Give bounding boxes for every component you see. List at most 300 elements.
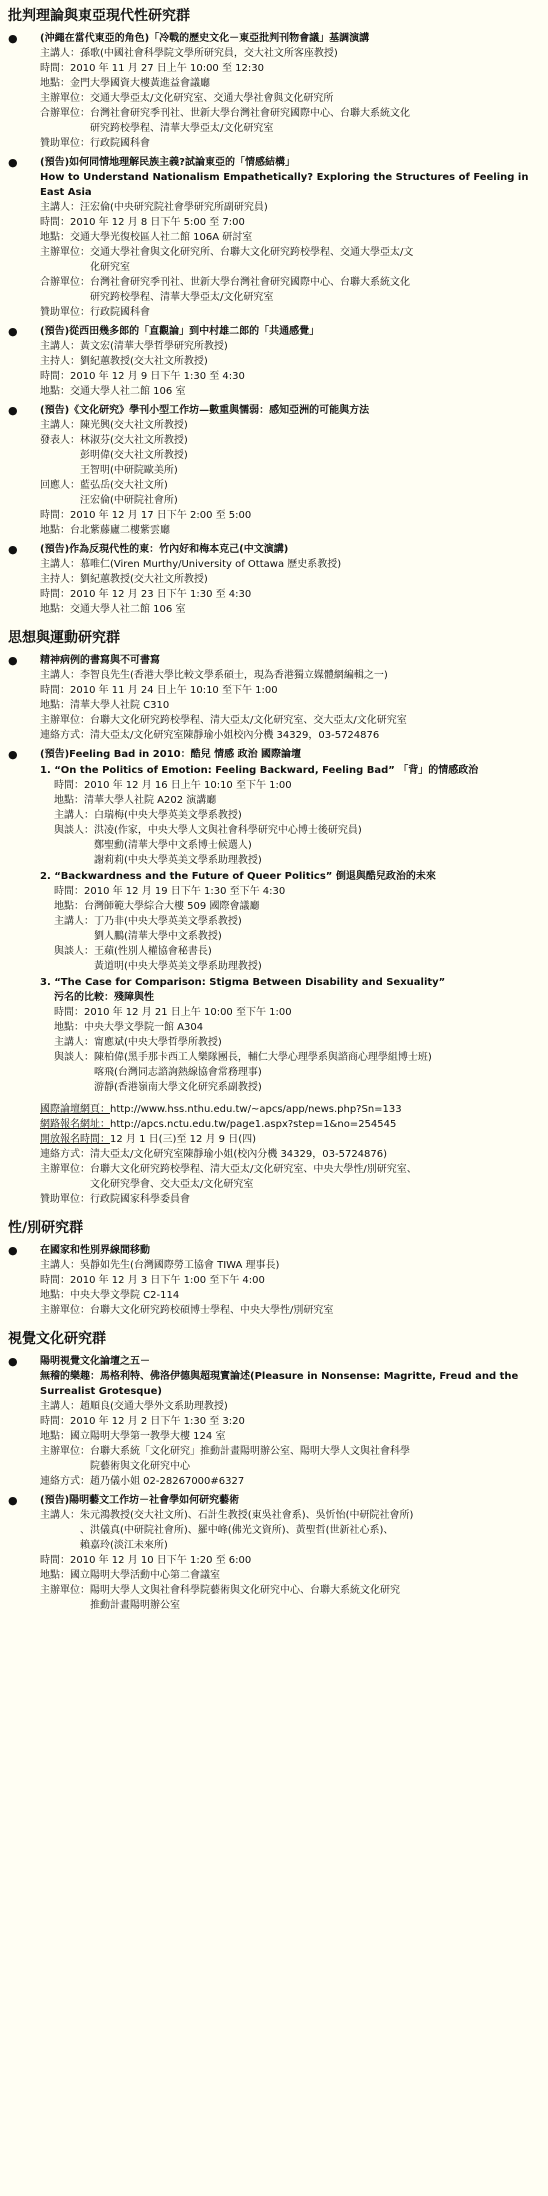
section-title: 思想與運動研究群 — [8, 630, 120, 646]
detail-value-line: 汪宏倫(中研院社會所) — [80, 495, 178, 506]
detail-value — [94, 944, 542, 974]
detail-value — [70, 61, 542, 76]
detail-row — [40, 1273, 542, 1288]
detail-value — [70, 1568, 542, 1583]
detail-value-line: 推動計畫陽明辦公室 — [90, 1600, 180, 1611]
detail-row — [40, 1553, 542, 1568]
detail-value-line: 交通大學社會與文化研究所、台聯大文化研究跨校學程、交通大學亞太/文 — [90, 247, 414, 258]
detail-label: 贊助單位： — [40, 138, 90, 149]
detail-row — [40, 433, 542, 478]
detail-value — [70, 683, 542, 698]
detail-value-line: 汪宏倫(中央研究院社會學研究所副研究員) — [80, 202, 268, 213]
detail-row — [40, 354, 542, 369]
detail-value-line: 2010 年 12 月 23 日下午 1:30 至 4:30 — [70, 589, 252, 600]
detail-label: 與談人： — [54, 825, 94, 836]
detail-value — [90, 305, 542, 320]
event-title-text: (預告)作為反現代性的東：竹內好和梅本克己(中文演講) — [40, 544, 289, 555]
detail-value-line: 賴嘉玲(淡江未來所) — [80, 1540, 168, 1551]
bullet-icon: ● — [8, 325, 18, 338]
detail-value — [90, 1583, 542, 1613]
detail-row — [40, 1583, 542, 1613]
detail-value-line: 白瑞梅(中央大學英美文學系教授) — [94, 810, 242, 821]
detail-value-line: 朱元鴻教授(交大社文所)、石計生教授(東吳社會系)、吳忻怡(中研院社會所) — [80, 1510, 414, 1521]
detail-value-line: 台灣師範大學綜合大樓 509 國際會議廳 — [84, 901, 260, 912]
detail-label: 主辦單位： — [40, 1164, 90, 1175]
detail-value-line: 台聯大文化研究跨校學程、清大亞太/文化研究室、交大亞太/文化研究室 — [90, 715, 407, 726]
detail-row — [40, 46, 542, 61]
info-row — [40, 1102, 542, 1117]
detail-value-line: 交通大學人社二館 106 室 — [70, 386, 186, 397]
event-item — [6, 747, 542, 1207]
detail-value-line: 金門大學國資大樓黃進益會議廳 — [70, 78, 210, 89]
event-title-text: 在國家和性別界線間移動 — [40, 1245, 150, 1256]
detail-value-line: 孫歌(中國社會科學院文學所研究員，交大社文所客座教授) — [80, 48, 338, 59]
event-item — [6, 324, 542, 399]
detail-value-line: 研究跨校學程、清華大學亞太/文化研究室 — [90, 123, 274, 134]
detail-row — [40, 275, 542, 305]
detail-row — [40, 418, 542, 433]
url-link[interactable]: http://www.hss.nthu.edu.tw/~apcs/app/news.php?Sn=133 — [110, 1104, 402, 1115]
detail-label: 國際論壇網頁： — [40, 1104, 110, 1115]
detail-row — [40, 523, 542, 538]
section-title: 批判理論與東亞現代性研究群 — [8, 8, 190, 24]
detail-row — [40, 230, 542, 245]
detail-value — [94, 914, 542, 944]
bullet-icon: ● — [8, 748, 18, 761]
detail-value — [90, 245, 542, 275]
detail-label: 主講人： — [54, 1037, 94, 1048]
forum-session — [40, 975, 542, 1095]
detail-value — [80, 1399, 542, 1414]
detail-value-line: 丁乃非(中央大學英美文學系教授) — [94, 916, 242, 927]
detail-row — [40, 1444, 542, 1474]
detail-label: 時間： — [40, 510, 70, 521]
detail-label: 時間： — [40, 685, 70, 696]
detail-value — [90, 275, 542, 305]
detail-value-line: 陳柏偉(黑手那卡西工人樂隊團長，輔仁大學心理學系與諮商心理學組博士班) — [94, 1052, 432, 1063]
detail-value-line: 中央大學文學院一館 A304 — [84, 1022, 204, 1033]
bullet-icon: ● — [8, 543, 18, 556]
detail-label: 主講人： — [40, 559, 80, 570]
detail-row — [40, 339, 542, 354]
detail-value — [90, 1474, 542, 1489]
bullet-icon: ● — [8, 156, 18, 169]
detail-value — [80, 557, 542, 572]
session-details — [40, 1005, 542, 1095]
detail-value — [84, 899, 542, 914]
detail-value — [94, 1050, 542, 1095]
detail-label: 時間： — [40, 1555, 70, 1566]
detail-value — [80, 1258, 542, 1273]
detail-label: 主講人： — [40, 1260, 80, 1271]
detail-value — [94, 808, 542, 823]
detail-value-line: 彭明偉(交大社文所教授) — [80, 450, 188, 461]
detail-value — [70, 1288, 542, 1303]
detail-value-line: 王智明(中研院歐美所) — [80, 465, 178, 476]
detail-label: 主辦單位： — [40, 715, 90, 726]
detail-value-line: 2010 年 12 月 9 日下午 1:30 至 4:30 — [70, 371, 245, 382]
detail-value — [70, 1414, 542, 1429]
detail-value-line: 藍弘岳(交大社文所) — [80, 480, 168, 491]
info-row — [40, 1117, 542, 1132]
detail-value — [90, 1303, 542, 1318]
detail-label: 地點： — [40, 700, 70, 711]
event-title-text: (預告)如何同情地理解民族主義?試論東亞的「情感結構」 — [40, 157, 295, 168]
detail-value-line: 行政院國科會 — [90, 138, 150, 149]
detail-row — [40, 1399, 542, 1414]
event-item — [6, 653, 542, 743]
detail-value-line: 台灣社會研究季刊社、世新大學台灣社會研究國際中心、台聯大系統文化 — [90, 108, 410, 119]
detail-value-line: 吳靜如先生(台灣國際勞工協會 TIWA 理事長) — [80, 1260, 280, 1271]
detail-value-line: 黃道明(中央大學英美文學系助理教授) — [94, 961, 262, 972]
detail-row — [40, 384, 542, 399]
detail-row — [40, 1303, 542, 1318]
detail-label: 時間： — [40, 63, 70, 74]
research-group-section — [6, 7, 542, 617]
detail-label: 時間： — [40, 371, 70, 382]
detail-row — [40, 91, 542, 106]
detail-row — [40, 508, 542, 523]
detail-row — [40, 698, 542, 713]
detail-label: 贊助單位： — [40, 1194, 90, 1205]
section-title: 性/別研究群 — [8, 1220, 84, 1236]
detail-value-line: 清大亞太/文化研究室陳靜瑜小姐校內分機 34329，03-5724876 — [90, 730, 380, 741]
detail-value — [70, 76, 542, 91]
detail-value-line: 清華大學人社院 C310 — [70, 700, 170, 711]
detail-value-line: 清華大學人社院 A202 演講廳 — [84, 795, 217, 806]
event-title — [40, 1243, 542, 1258]
detail-value — [84, 884, 542, 899]
detail-value — [80, 418, 542, 433]
detail-row — [54, 1005, 542, 1020]
info-row — [40, 1192, 542, 1207]
detail-label: 主辦單位： — [40, 93, 90, 104]
detail-value — [70, 1553, 542, 1568]
event-title-text: (預告)陽明藝文工作坊－社會學如何研究藝術 — [40, 1495, 240, 1506]
detail-value-line: 台灣社會研究季刊社、世新大學台灣社會研究國際中心、台聯大系統文化 — [90, 277, 410, 288]
detail-row — [40, 1508, 542, 1553]
detail-label: 開放報名時間： — [40, 1134, 110, 1145]
detail-label: 時間： — [40, 217, 70, 228]
detail-row — [40, 61, 542, 76]
detail-value — [80, 354, 542, 369]
detail-value-line: 2010 年 11 月 27 日上午 10:00 至 12:30 — [70, 63, 264, 74]
detail-value-line: 劉人鵬(清華大學中文系教授) — [94, 931, 222, 942]
detail-label: 主辦單位： — [40, 1585, 90, 1596]
detail-label: 主辦單位： — [40, 1305, 90, 1316]
detail-value-line: 國立陽明大學第一教學大樓 124 室 — [70, 1431, 226, 1442]
detail-label: 網路報名網址： — [40, 1119, 110, 1130]
detail-value — [94, 1035, 542, 1050]
detail-value — [90, 136, 542, 151]
detail-value-line: 台北紫藤廬二樓紫雲廳 — [70, 525, 170, 536]
detail-label: 主持人： — [40, 574, 80, 585]
session-title: 1. “On the Politics of Emotion: Feeling Backward, Feeling Bad” 「背」的情感政治 — [40, 765, 479, 776]
detail-value — [80, 200, 542, 215]
event-item — [6, 403, 542, 538]
research-group-section — [6, 629, 542, 1207]
detail-label: 地點： — [54, 1022, 84, 1033]
detail-row — [40, 200, 542, 215]
event-title-text: 陽明視覺文化論壇之五－ — [40, 1356, 150, 1367]
detail-label: 地點： — [40, 78, 70, 89]
detail-row — [40, 478, 542, 508]
detail-row — [54, 823, 542, 868]
detail-label: 地點： — [40, 604, 70, 615]
detail-row — [40, 1288, 542, 1303]
detail-value-line: 趙乃儀小姐 02-28267000#6327 — [90, 1476, 245, 1487]
forum-session — [40, 869, 542, 974]
detail-row — [40, 1414, 542, 1429]
detail-label: 地點： — [40, 1570, 70, 1581]
detail-row — [40, 1429, 542, 1444]
detail-label: 時間： — [54, 886, 84, 897]
detail-value-line: 2010 年 12 月 2 日下午 1:30 至 3:20 — [70, 1416, 245, 1427]
detail-label: 連絡方式： — [40, 1476, 90, 1487]
detail-value-line: 2010 年 12 月 17 日下午 2:00 至 5:00 — [70, 510, 252, 521]
detail-label: 時間： — [54, 1007, 84, 1018]
detail-value — [70, 1273, 542, 1288]
detail-row — [40, 1258, 542, 1273]
detail-value-line: 趙順良(交通大學外文系助理教授) — [80, 1401, 228, 1412]
event-title-text: (預告)Feeling Bad in 2010：酷兒 情感 政治 國際論壇 — [40, 749, 302, 760]
detail-value-line: 慕唯仁(Viren Murthy/University of Ottawa 歷史系教授) — [80, 559, 342, 570]
event-title-english: How to Understand Nationalism Empathetically? Exploring the Structures of Feeling in East Asia — [40, 172, 529, 198]
detail-label: 主講人： — [54, 810, 94, 821]
detail-value-line: 王蘋(性別人權協會秘書長) — [94, 946, 212, 957]
detail-row — [54, 793, 542, 808]
event-title-text: (預告)《文化研究》學刊小型工作坊—數重與懦弱：感知亞洲的可能與方法 — [40, 405, 370, 416]
detail-label: 發表人： — [40, 435, 80, 446]
event-title — [40, 653, 542, 668]
detail-value-line: 台聯大系統「文化研究」推動計畫陽明辦公室、陽明大學人文與社會科學 — [90, 1446, 410, 1457]
detail-value-line: 台聯大文化研究跨校碩博士學程、中央大學性/別研究室 — [90, 1305, 334, 1316]
detail-value — [84, 778, 542, 793]
detail-label: 主講人： — [40, 420, 80, 431]
detail-value — [80, 46, 542, 61]
detail-row — [54, 778, 542, 793]
detail-value — [90, 713, 542, 728]
detail-value — [90, 728, 542, 743]
event-title — [40, 542, 542, 557]
bullet-icon: ● — [8, 1494, 18, 1507]
event-title — [40, 324, 542, 339]
info-row — [40, 1162, 542, 1192]
detail-row — [54, 914, 542, 944]
session-title: 2. “Backwardness and the Future of Queer Politics” 倒退與酷兒政治的未來 — [40, 871, 436, 882]
detail-label: 回應人： — [40, 480, 80, 491]
detail-value-line: 研究跨校學程、清華大學亞太/文化研究室 — [90, 292, 274, 303]
detail-label: 主講人： — [40, 1510, 80, 1521]
event-title — [40, 31, 542, 46]
detail-value — [70, 523, 542, 538]
detail-label: 與談人： — [54, 946, 94, 957]
detail-label: 時間： — [54, 780, 84, 791]
detail-label: 連絡方式： — [40, 1149, 90, 1160]
detail-label: 時間： — [40, 589, 70, 600]
detail-label: 時間： — [40, 1416, 70, 1427]
event-item — [6, 1493, 542, 1613]
detail-value — [70, 587, 542, 602]
detail-label: 主辦單位： — [40, 247, 90, 258]
detail-value — [110, 1132, 542, 1147]
detail-label: 合辦單位： — [40, 277, 90, 288]
detail-row — [54, 1020, 542, 1035]
bullet-icon: ● — [8, 1355, 18, 1368]
detail-row — [40, 305, 542, 320]
detail-value-line: 交通大學人社二館 106 室 — [70, 604, 186, 615]
event-item — [6, 542, 542, 617]
detail-value-line: 台聯大文化研究跨校學程、清大亞太/文化研究室、中央大學性/別研究室、 — [90, 1164, 417, 1175]
research-group-section — [6, 1219, 542, 1318]
detail-value — [110, 1117, 542, 1132]
detail-value-line: 2010 年 12 月 10 日下午 1:20 至 6:00 — [70, 1555, 252, 1566]
detail-row — [40, 76, 542, 91]
event-title — [40, 155, 542, 200]
detail-value-line: 陳光興(交大社文所教授) — [80, 420, 188, 431]
detail-value — [90, 1192, 542, 1207]
forum-info — [40, 1102, 542, 1207]
detail-value-line: 陽明大學人文與社會科學院藝術與文化研究中心、台聯大系統文化研究 — [90, 1585, 400, 1596]
detail-value — [70, 1429, 542, 1444]
detail-label: 主講人： — [40, 341, 80, 352]
info-row — [40, 1147, 542, 1162]
detail-value — [90, 91, 542, 106]
detail-label: 地點： — [40, 232, 70, 243]
detail-row — [40, 1474, 542, 1489]
detail-value — [80, 1508, 542, 1553]
detail-label: 地點： — [40, 1431, 70, 1442]
detail-value — [110, 1102, 542, 1117]
detail-value-line: 2010 年 11 月 24 日上午 10:10 至下午 1:00 — [70, 685, 278, 696]
detail-value-line: 清大亞太/文化研究室陳靜瑜小姐(校內分機 34329，03-5724876) — [90, 1149, 388, 1160]
detail-value — [94, 823, 542, 868]
detail-label: 地點： — [40, 525, 70, 536]
detail-label: 主持人： — [40, 356, 80, 367]
detail-row — [40, 728, 542, 743]
detail-label: 地點： — [54, 795, 84, 806]
event-title-text: (預告)從西田幾多郎的「直觀論」到中村雄二郎的「共通感覺」 — [40, 326, 320, 337]
detail-value-line: 2010 年 12 月 8 日下午 5:00 至 7:00 — [70, 217, 245, 228]
detail-value — [90, 106, 542, 136]
bullet-icon: ● — [8, 404, 18, 417]
section-title: 視覺文化研究群 — [8, 1331, 106, 1347]
detail-value — [70, 369, 542, 384]
detail-value — [80, 433, 542, 478]
forum-session — [40, 763, 542, 868]
detail-label: 連絡方式： — [40, 730, 90, 741]
detail-row — [40, 587, 542, 602]
research-group-section — [6, 1330, 542, 1613]
url-link[interactable]: http://apcs.nctu.edu.tw/page1.aspx?step=1&no=254545 — [110, 1119, 397, 1130]
detail-value-line: 李智良先生(香港大學比較文學系碩士，現為香港獨立媒體網編輯之一) — [80, 670, 388, 681]
detail-value — [80, 339, 542, 354]
detail-value-line: 游靜(香港嶺南大學文化研究系副教授) — [94, 1082, 262, 1093]
detail-value — [84, 1020, 542, 1035]
detail-value — [70, 508, 542, 523]
detail-value-line: 行政院國科會 — [90, 307, 150, 318]
detail-value-line: 12 月 1 日(三)至 12 月 9 日(四) — [110, 1134, 257, 1145]
detail-row — [40, 713, 542, 728]
detail-label: 主講人： — [40, 1401, 80, 1412]
event-item — [6, 1243, 542, 1318]
event-title-text: 精神病例的書寫與不可書寫 — [40, 655, 160, 666]
detail-value — [84, 1005, 542, 1020]
event-item — [6, 155, 542, 320]
session-title: 3. “The Case for Comparison: Stigma Between Disability and Sexuality” — [40, 977, 446, 988]
event-subtitle: 無稽的樂趣：馬格利特、佛洛伊德與超現實論述(Pleasure in Nonsense: Magritte, Freud and the Surrealist Grotesque) — [40, 1371, 519, 1397]
detail-label: 地點： — [40, 386, 70, 397]
event-title-text: (沖繩在當代東亞的角色)「冷戰的歷史文化－東亞批判刊物會議」基調演講 — [40, 33, 370, 44]
event-item — [6, 31, 542, 151]
detail-value — [70, 230, 542, 245]
detail-value-line: 中央大學文學院 C2-114 — [70, 1290, 180, 1301]
detail-label: 與談人： — [54, 1052, 94, 1063]
detail-row — [54, 884, 542, 899]
detail-label: 主講人： — [54, 916, 94, 927]
detail-row — [40, 572, 542, 587]
detail-value-line: 甯應斌(中央大學哲學所教授) — [94, 1037, 222, 1048]
detail-value — [90, 1444, 542, 1474]
detail-label: 主辦單位： — [40, 1446, 90, 1457]
bullet-icon: ● — [8, 654, 18, 667]
detail-value-line: 喀飛(台灣同志諮詢熱線協會常務理事) — [94, 1067, 262, 1078]
detail-value — [84, 793, 542, 808]
detail-label: 合辦單位： — [40, 108, 90, 119]
detail-value-line: 國立陽明大學活動中心第二會議室 — [70, 1570, 220, 1581]
detail-value — [70, 215, 542, 230]
detail-value-line: 2010 年 12 月 19 日下午 1:30 至下午 4:30 — [84, 886, 286, 897]
event-title — [40, 747, 542, 762]
detail-value — [90, 1162, 542, 1192]
session-subtitle: 污名的比較：殘障與性 — [54, 992, 154, 1003]
detail-value — [70, 698, 542, 713]
detail-value-line: 黃文宏(清華大學哲學研究所教授) — [80, 341, 228, 352]
session-details — [40, 884, 542, 974]
detail-row — [54, 944, 542, 974]
detail-row — [40, 245, 542, 275]
detail-value-line: 化研究室 — [90, 262, 130, 273]
detail-row — [40, 136, 542, 151]
detail-row — [40, 557, 542, 572]
detail-value-line: 院藝術與文化研究中心 — [90, 1461, 190, 1472]
detail-label: 時間： — [40, 1275, 70, 1286]
detail-label: 地點： — [40, 1290, 70, 1301]
detail-value-line: 謝莉莉(中央大學英美文學系助理教授) — [94, 855, 262, 866]
detail-value-line: 2010 年 12 月 21 日上午 10:00 至下午 1:00 — [84, 1007, 292, 1018]
detail-value-line: 劉紀蕙教授(交大社文所教授) — [80, 574, 208, 585]
detail-row — [40, 1568, 542, 1583]
detail-value-line: 2010 年 12 月 3 日下午 1:00 至下午 4:00 — [70, 1275, 265, 1286]
detail-value-line: 、洪儀真(中研院社會所)、羅中峰(佛光文資所)、黃聖哲(世新社心系)、 — [80, 1525, 394, 1536]
event-title — [40, 403, 542, 418]
detail-label: 贊助單位： — [40, 307, 90, 318]
detail-row — [54, 1050, 542, 1095]
detail-value-line: 劉紀蕙教授(交大社文所教授) — [80, 356, 208, 367]
event-title — [40, 1354, 542, 1399]
detail-value — [90, 1147, 542, 1162]
detail-row — [40, 106, 542, 136]
detail-row — [54, 808, 542, 823]
detail-value-line: 交通大學光復校區人社二館 106A 研討室 — [70, 232, 253, 243]
detail-row — [40, 602, 542, 617]
detail-value-line: 文化研究學會、交大亞太/文化研究室 — [90, 1179, 254, 1190]
bullet-icon: ● — [8, 1244, 18, 1257]
detail-label: 地點： — [54, 901, 84, 912]
detail-row — [40, 215, 542, 230]
detail-value-line: 洪凌(作家，中央大學人文與社會科學研究中心博士後研究員) — [94, 825, 362, 836]
info-row — [40, 1132, 542, 1147]
